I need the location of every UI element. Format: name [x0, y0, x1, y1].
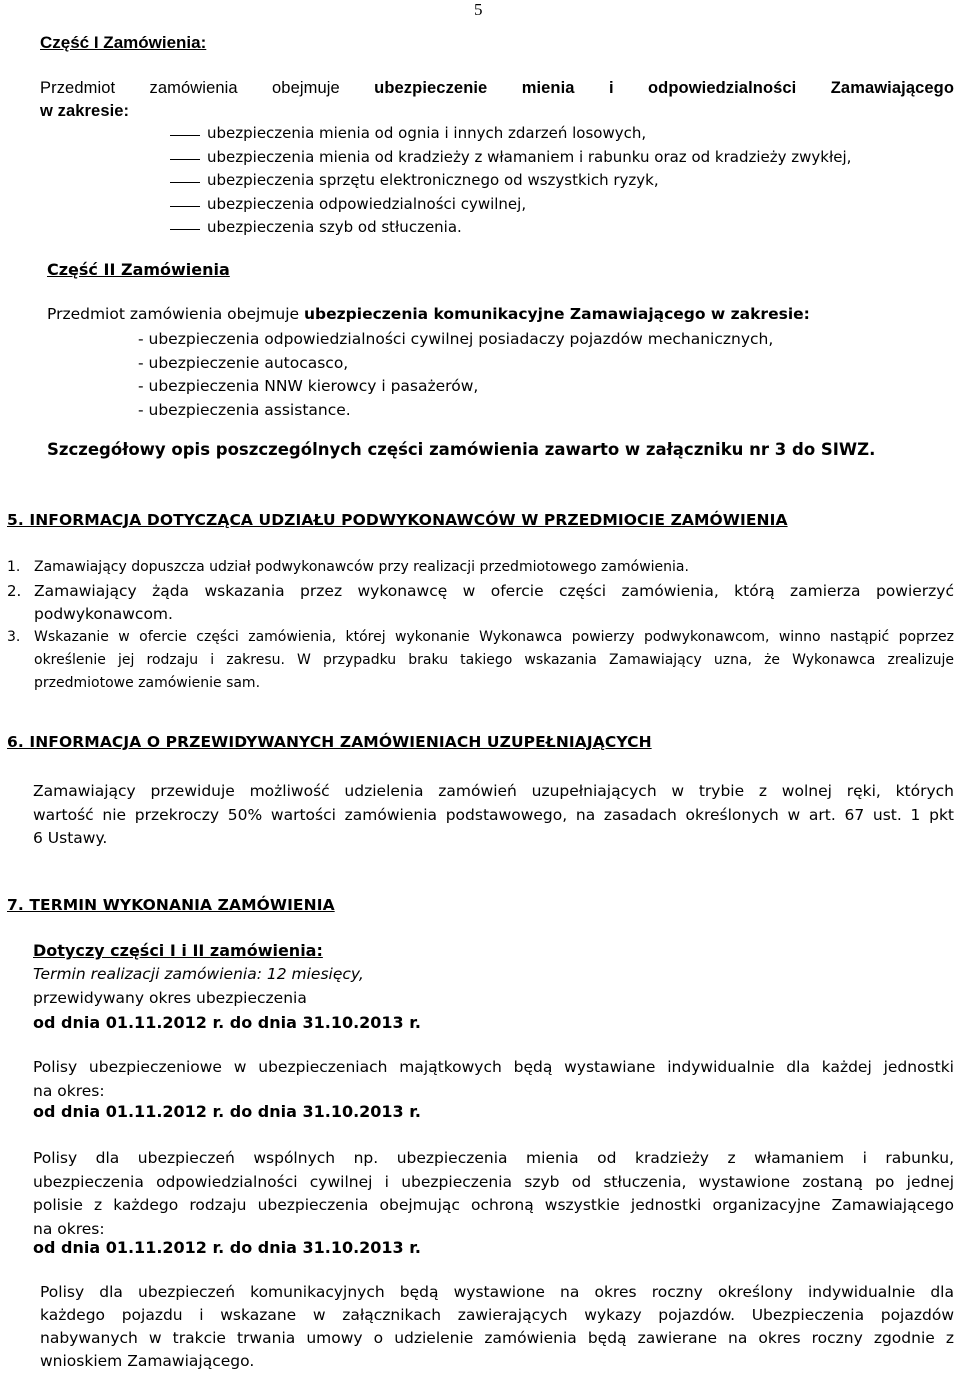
numbered-item: [7, 556, 954, 579]
dash-bullet: [170, 182, 200, 183]
part1-intro-bold: ubezpieczenie mienia i odpowiedzialności Zamawiającego: [374, 79, 955, 97]
section5-title: 5. INFORMACJA DOTYCZĄCA UDZIAŁU PODWYKONAWCÓW W PRZEDMIOCIE ZAMÓWIENIA: [7, 511, 788, 529]
item-text: określenie jej rodzaju i zakresu. W przypadku braku takiego wskazania Zamawiający uzna, że Wykonawca zrealizuje: [34, 652, 954, 668]
part2-list: [138, 328, 773, 422]
paragraph-line: wartość nie przekroczy 50% wartości zamówienia podstawowego, na zasadach określonych w art. 67 ust. 1 pkt: [33, 805, 954, 824]
item-text: Wskazanie w ofercie części zamówienia, której wykonanie Wykonawca powierzy podwykonawcom, winno nastąpić poprzez: [34, 629, 954, 645]
list-item: - ubezpieczenia NNW kierowcy i pasażerów,: [138, 377, 479, 395]
date-range: od dnia 01.11.2012 r. do dnia 31.10.2013 r.: [33, 1013, 421, 1032]
item-text: Zamawiający dopuszcza udział podwykonawców przy realizacji przedmiotowego zamówienia.: [34, 559, 689, 575]
section7-subheading: Dotyczy części I i II zamówienia:: [33, 941, 323, 960]
paragraph-line: wnioskiem Zamawiającego.: [40, 1352, 255, 1370]
list-item: - ubezpieczenie autocasco,: [138, 353, 349, 372]
section6-body: [33, 780, 954, 851]
dash-bullet: [170, 229, 200, 230]
numbered-item: [7, 580, 954, 626]
part2-intro: [47, 305, 810, 323]
date-range: od dnia 01.11.2012 r. do dnia 31.10.2013 r.: [33, 1102, 421, 1121]
item-text: Zamawiający żąda wskazania przez wykonawcę w ofercie części zamówienia, którą zamierza powierzyć: [34, 582, 954, 600]
policy1-paragraph: [33, 1056, 954, 1103]
part2-heading: Część II Zamówienia: [47, 260, 230, 279]
part2-detail-note: Szczegółowy opis poszczególnych części zamówienia zawarto w załączniku nr 3 do SIWZ.: [47, 440, 876, 459]
list-item-text: ubezpieczenia szyb od stłuczenia.: [207, 218, 462, 236]
list-item-text: ubezpieczenia sprzętu elektronicznego od wszystkich ryzyk,: [207, 171, 659, 189]
paragraph-line: ubezpieczenia odpowiedzialności cywilnej i ubezpieczenia szyb od stłuczenia, wystawione zostaną po jednej: [33, 1172, 954, 1191]
part1-heading: Część I Zamówienia:: [40, 33, 207, 52]
item-text: przedmiotowe zamówienie sam.: [34, 675, 261, 691]
date-range: od dnia 01.11.2012 r. do dnia 31.10.2013 r.: [33, 1238, 421, 1257]
list-item-text: ubezpieczenia odpowiedzialności cywilnej,: [207, 194, 527, 213]
numbered-item: [7, 626, 954, 695]
item-text: podwykonawcom.: [34, 605, 173, 623]
part1-intro-line2: w zakresie:: [40, 102, 130, 120]
paragraph-line: Polisy dla ubezpieczeń komunikacyjnych będą wystawione na okres roczny określony indywidualnie dla: [40, 1283, 954, 1301]
list-item: - ubezpieczenia odpowiedzialności cywilnej posiadaczy pojazdów mechanicznych,: [138, 330, 774, 348]
section7-title: 7. TERMIN WYKONANIA ZAMÓWIENIA: [7, 896, 335, 914]
paragraph-line: Zamawiający przewiduje możliwość udzielenia zamówień uzupełniających w trybie z wolnej ręki, których: [33, 782, 954, 800]
dash-bullet: [170, 135, 200, 136]
item-number: 1.: [7, 559, 21, 575]
list-item-text: ubezpieczenia mienia od ognia i innych zdarzeń losowych,: [207, 124, 647, 142]
section6-title: 6. INFORMACJA O PRZEWIDYWANYCH ZAMÓWIENIACH UZUPEŁNIAJĄCYCH: [7, 733, 652, 751]
paragraph-line: na okres:: [33, 1081, 105, 1100]
paragraph-line: na okres:: [33, 1219, 105, 1238]
dash-bullet: [170, 206, 200, 207]
policy2-paragraph: [33, 1147, 954, 1241]
dash-bullet: [170, 159, 200, 160]
list-item: - ubezpieczenia assistance.: [138, 400, 351, 419]
expected-period: przewidywany okres ubezpieczenia: [33, 989, 307, 1007]
paragraph-line: polisie z każdego rodzaju ubezpieczenia obejmując ochroną wszystkie jednostki organizacyjne Zamawiającego: [33, 1196, 954, 1214]
term-italic: Termin realizacji zamówienia: 12 miesięcy,: [33, 965, 364, 983]
section5-list: [7, 556, 954, 695]
paragraph-line: 6 Ustawy.: [33, 829, 108, 847]
paragraph-line: Polisy dla ubezpieczeń wspólnych np. ubezpieczenia mienia od kradzieży z włamaniem i rabunku,: [33, 1149, 954, 1167]
part2-intro-bold: ubezpieczenia komunikacyjne Zamawiającego w zakresie:: [304, 305, 810, 323]
list-item-text: ubezpieczenia mienia od kradzieży z włamaniem i rabunku oraz od kradzieży zwykłej,: [207, 147, 852, 166]
item-number: 2.: [7, 582, 22, 600]
part1-intro-start: Przedmiot zamówienia obejmuje: [40, 79, 340, 97]
paragraph-line: każdego pojazdu i wskazane w załącznikach zawierających wykazy pojazdów. Ubezpieczenia pojazdów: [40, 1306, 954, 1324]
policy3-paragraph: [40, 1281, 954, 1373]
part1-intro: [40, 79, 954, 98]
paragraph-line: nabywanych w trakcie trwania umowy o udzielenie zamówienia będą zawierane na okres roczny zgodnie z: [40, 1329, 954, 1347]
part2-intro-start: Przedmiot zamówienia obejmuje: [47, 305, 300, 323]
item-number: 3.: [7, 629, 21, 645]
page-number: 5: [474, 0, 483, 19]
paragraph-line: Polisy ubezpieczeniowe w ubezpieczeniach majątkowych będą wystawiane indywidualnie dla każdej jednostki: [33, 1058, 954, 1076]
